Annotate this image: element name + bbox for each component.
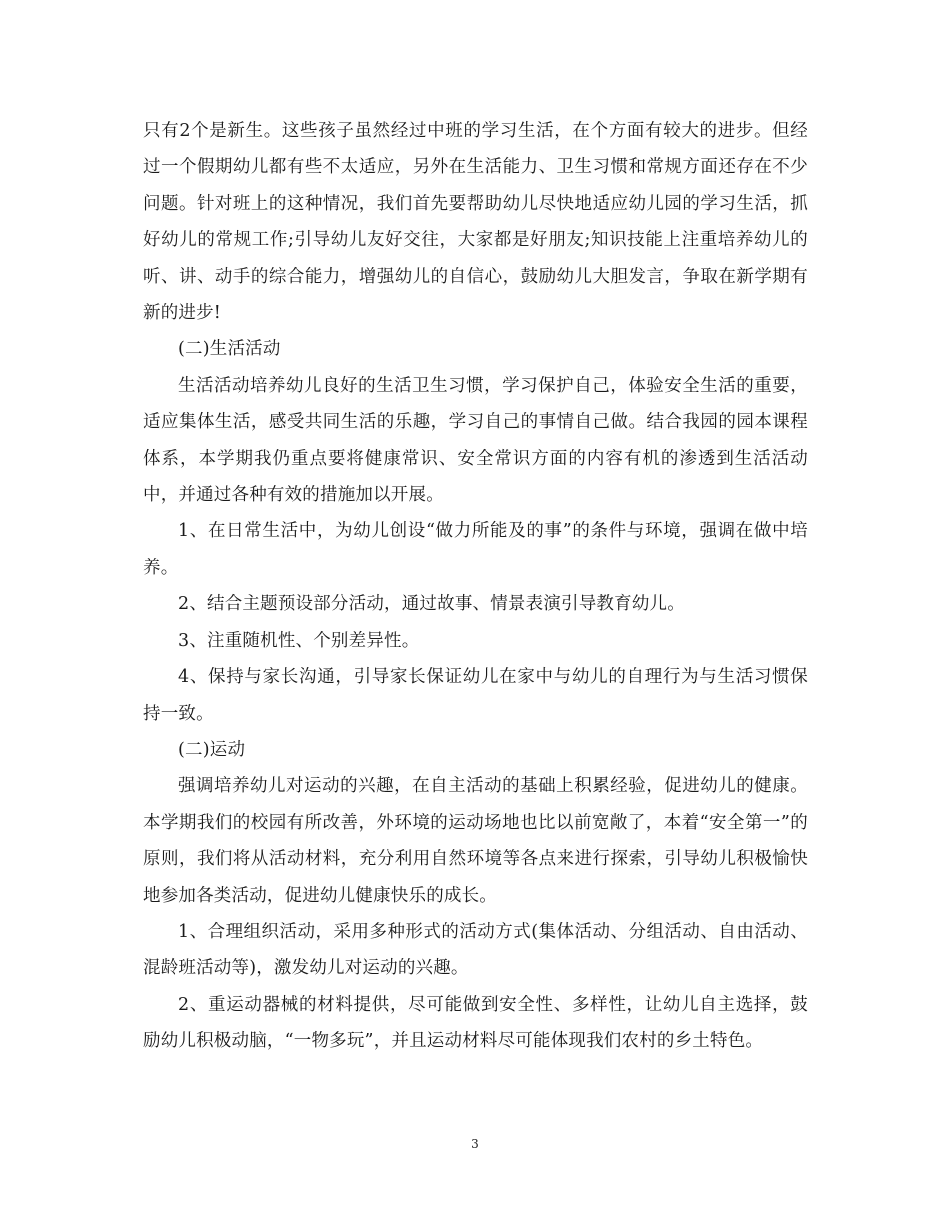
paragraph-1: 只有2个是新生。这些孩子虽然经过中班的学习生活，在个方面有较大的进步。但经过一个假期幼儿都有些不太适应，另外在生活能力、卫生习惯和常规方面还存在不少问题。针对班上的这种情况，我们首先要帮助幼儿尽快地适应幼儿园的学习生活，抓好幼儿的常规工作;引导幼儿友好交往，大家都是好朋友;知识技能上注重培养幼儿的听、讲、动手的综合能力，增强幼儿的自信心，鼓励幼儿大胆发言，争取在新学期有新的进步! xyxy=(143,121,808,324)
page-number: 3 xyxy=(471,1137,479,1151)
exercise-list-item-1: 1、合理组织活动，采用多种形式的活动方式(集体活动、分组活动、自由活动、混龄班活动等)，激发幼儿对运动的兴趣。 xyxy=(143,921,808,979)
list-item-1: 1、在日常生活中，为幼儿创设“做力所能及的事”的条件与环境，强调在做中培养。 xyxy=(143,521,808,578)
list-item-2: 2、结合主题预设部分活动，通过故事、情景表演引导教育幼儿。 xyxy=(178,594,685,615)
list-item-4: 4、保持与家长沟通，引导家长保证幼儿在家中与幼儿的自理行为与生活习惯保持一致。 xyxy=(143,667,808,724)
paragraph-exercise: 强调培养幼儿对运动的兴趣，在自主活动的基础上积累经验，促进幼儿的健康。本学期我们的校园有所改善，外环境的运动场地也比以前宽敞了，本着“安全第一”的原则，我们将从活动材料，充分利用自然环境等各点来进行探索，引导幼儿积极愉快地参加各类活动，促进幼儿健康快乐的成长。 xyxy=(143,776,808,906)
document-body xyxy=(143,113,808,1060)
exercise-list-item-2: 2、重运动器械的材料提供，尽可能做到安全性、多样性，让幼儿自主选择，鼓励幼儿积极动脑，“一物多玩”，并且运动材料尽可能体现我们农村的乡土特色。 xyxy=(143,994,808,1052)
paragraph-life-activities: 生活活动培养幼儿良好的生活卫生习惯，学习保护自己，体验安全生活的重要，适应集体生活，感受共同生活的乐趣，学习自己的事情自己做。结合我园的园本课程体系，本学期我仍重点要将健康常识、安全常识方面的内容有机的渗透到生活活动中，并通过各种有效的措施加以开展。 xyxy=(143,375,808,506)
section-heading-exercise: (二)运动 xyxy=(178,739,246,760)
list-item-3: 3、注重随机性、个别差异性。 xyxy=(178,630,420,651)
section-heading-life-activities: (二)生活活动 xyxy=(178,339,281,360)
